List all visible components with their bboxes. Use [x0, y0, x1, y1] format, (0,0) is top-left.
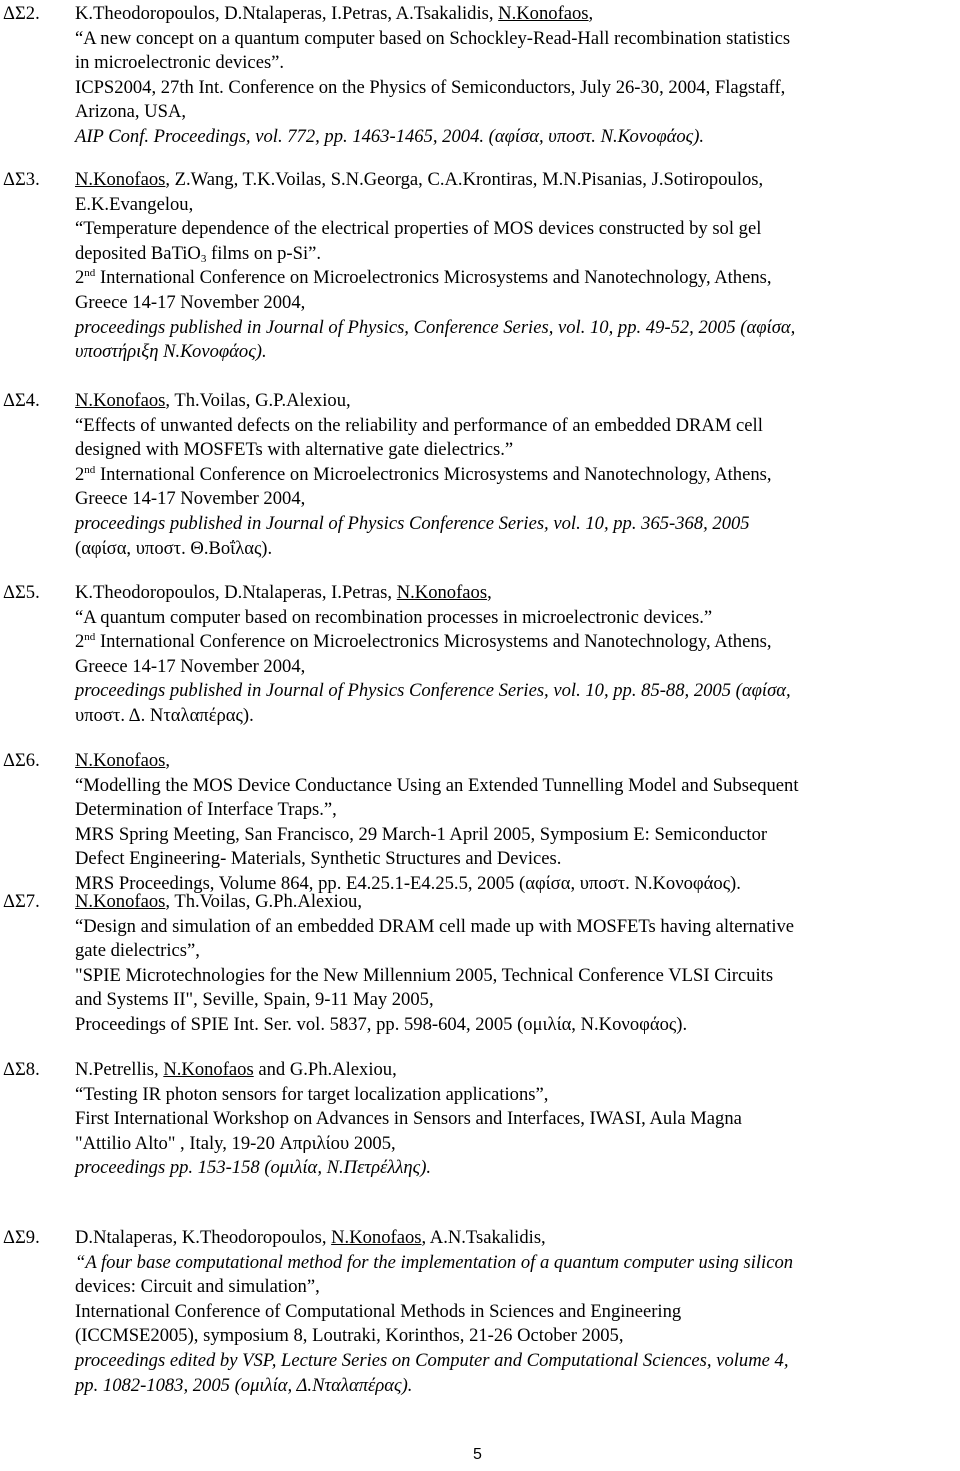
authors-line: N.Petrellis, N.Konofaos and G.Ph.Alexiou,	[75, 1059, 397, 1080]
venue-line: and Systems II", Seville, Spain, 9-11 May 2005,	[75, 989, 434, 1011]
title-line: in microelectronic devices”.	[75, 52, 285, 74]
authors-line: N.Konofaos, Th.Voilas, G.P.Alexiou,	[75, 390, 351, 411]
entry-label: ΔΣ8.	[3, 1059, 40, 1080]
venue-line: "SPIE Microtechnologies for the New Millennium 2005, Technical Conference VLSI Circuits	[75, 964, 774, 986]
page-number: 5	[473, 1446, 482, 1463]
proceedings-line: AIP Conf. Proceedings, vol. 772, pp. 1463-1465, 2004. (αφίσα, υποστ. N.Κονοφάος).	[75, 125, 705, 147]
venue-line: Defect Engineering- Materials, Synthetic Structures and Devices.	[75, 848, 562, 870]
proceedings-line: Proceedings of SPIE Int. Ser. vol. 5837, pp. 598-604, 2005 (ομιλία, Ν.Κονοφάος).	[75, 1013, 688, 1035]
venue-line: First International Workshop on Advances in Sensors and Interfaces, IWASI, Aula Magna	[75, 1108, 742, 1130]
entry-body	[75, 168, 945, 365]
venue-line: Greece 14-17 November 2004,	[75, 291, 306, 313]
venue-line: Arizona, USA,	[75, 101, 187, 123]
entry-label: ΔΣ4.	[3, 390, 40, 411]
authors-line: N.Konofaos, Th.Voilas, G.Ph.Alexiou,	[75, 891, 362, 912]
proceedings-line: pp. 1082-1083, 2005 (ομιλία, Δ.Νταλαπέρας).	[75, 1374, 413, 1396]
title-line: “Testing IR photon sensors for target localization applications”,	[75, 1083, 549, 1105]
venue-line: (ICCMSE2005), symposium 8, Loutraki, Korinthos, 21-26 October 2005,	[75, 1325, 624, 1347]
authors-line: N.Konofaos,	[75, 750, 171, 771]
entry-label: ΔΣ3.	[3, 169, 40, 190]
entry-body	[75, 1226, 945, 1398]
proceedings-line: proceedings pp. 153-158 (ομιλία, Ν.Πετρέλλης).	[75, 1157, 432, 1179]
venue-line: International Conference of Computational Methods in Sciences and Engineering	[75, 1300, 682, 1322]
venue-line: Greece 14-17 November 2004,	[75, 488, 306, 510]
proceedings-line: υποστ. Δ. Νταλαπέρας).	[75, 704, 254, 726]
venue-line: MRS Spring Meeting, San Francisco, 29 March-1 April 2005, Symposium E: Semiconductor	[75, 823, 768, 845]
title-line: “A quantum computer based on recombination processes in microelectronic devices.”	[75, 606, 713, 628]
title-line: Determination of Interface Traps.”,	[75, 799, 337, 821]
entry-label: ΔΣ9.	[3, 1227, 40, 1248]
entry-label: ΔΣ6.	[3, 750, 40, 771]
entry-body	[75, 2, 945, 150]
entry-body	[75, 581, 945, 729]
entry-label: ΔΣ5.	[3, 582, 40, 603]
title-line: “Effects of unwanted defects on the reliability and performance of an embedded DRAM cell	[75, 414, 763, 436]
entry-body	[75, 890, 945, 1038]
highlighted-author: N.Konofaos	[75, 750, 166, 771]
proceedings-line: proceedings published in Journal of Physics Conference Series, vol. 10, pp. 365-368, 2005	[75, 512, 750, 534]
highlighted-author: N.Konofaos	[396, 582, 488, 603]
title-line: deposited BaTiO$_3$ films on p-Si”.	[75, 242, 322, 265]
highlighted-author: N.Konofaos	[331, 1227, 422, 1248]
proceedings-line: υποστήριξη Ν.Κονοφάος).	[75, 341, 267, 363]
entry-label: ΔΣ2.	[3, 3, 40, 24]
title-line: “A four base computational method for the implementation of a quantum computer using silicon	[75, 1251, 794, 1273]
proceedings-line: MRS Proceedings, Volume 864, pp. E4.25.1-E4.25.5, 2005 (αφίσα, υποστ. Ν.Κονοφάος).	[75, 872, 741, 894]
entry-body	[75, 1058, 945, 1181]
title-line: “Modelling the MOS Device Conductance Using an Extended Tunnelling Model and Subsequent	[75, 774, 799, 796]
authors-line: D.Ntalaperas, K.Theodoropoulos, N.Konofaos, A.N.Tsakalidis,	[75, 1227, 546, 1248]
venue-line: ICPS2004, 27th Int. Conference on the Physics of Semiconductors, July 26-30, 2004, Flagstaff,	[75, 76, 786, 98]
venue-line: 2nd International Conference on Microelectronics Microsystems and Nanotechnology, Athens,	[75, 267, 772, 289]
highlighted-author: N.Konofaos	[163, 1059, 254, 1080]
proceedings-line: proceedings published in Journal of Physics, Conference Series, vol. 10, pp. 49-52, 2005 (αφίσα,	[75, 316, 796, 338]
proceedings-line: (αφίσα, υποστ. Θ.Βοΐλας).	[75, 537, 273, 559]
proceedings-line: proceedings edited by VSP, Lecture Series on Computer and Computational Sciences, volume 4,	[75, 1349, 789, 1371]
authors-line: N.Konofaos, Z.Wang, T.K.Voilas, S.N.Georga, C.A.Krontiras, M.N.Pisanias, J.Sotiropoulos,	[75, 169, 764, 190]
highlighted-author: N.Konofaos	[75, 390, 166, 411]
authors-line: K.Theodoropoulos, D.Ntalaperas, I.Petras, N.Konofaos,	[75, 582, 492, 603]
entry-body	[75, 389, 945, 561]
title-line: devices: Circuit and simulation”,	[75, 1276, 320, 1298]
proceedings-line: proceedings published in Journal of Physics Conference Series, vol. 10, pp. 85-88, 2005 (αφίσα,	[75, 680, 791, 702]
highlighted-author: N.Konofaos	[75, 891, 166, 912]
venue-line: Greece 14-17 November 2004,	[75, 655, 306, 677]
authors-line: K.Theodoropoulos, D.Ntalaperas, I.Petras, A.Tsakalidis, N.Konofaos,	[75, 3, 594, 24]
title-line: designed with MOSFETs with alternative gate dielectrics.”	[75, 439, 514, 461]
venue-line: 2nd International Conference on Microelectronics Microsystems and Nanotechnology, Athens,	[75, 631, 772, 653]
entry-label: ΔΣ7.	[3, 891, 40, 912]
title-line: “Design and simulation of an embedded DRAM cell made up with MOSFETs having alternative	[75, 915, 795, 937]
venue-line: 2nd International Conference on Microelectronics Microsystems and Nanotechnology, Athens,	[75, 463, 772, 485]
title-line: “A new concept on a quantum computer based on Schockley-Read-Hall recombination statistics	[75, 27, 791, 49]
authors-line: E.K.Evangelou,	[75, 193, 194, 215]
entry-body	[75, 749, 945, 897]
title-line: gate dielectrics”,	[75, 940, 200, 962]
highlighted-author: N.Konofaos	[498, 3, 589, 24]
venue-line: "Attilio Alto" , Italy, 19-20 Απριλίου 2005,	[75, 1132, 396, 1154]
highlighted-author: N.Konofaos	[75, 169, 166, 190]
title-line: “Temperature dependence of the electrical properties of MOS devices constructed by sol gel	[75, 218, 762, 240]
